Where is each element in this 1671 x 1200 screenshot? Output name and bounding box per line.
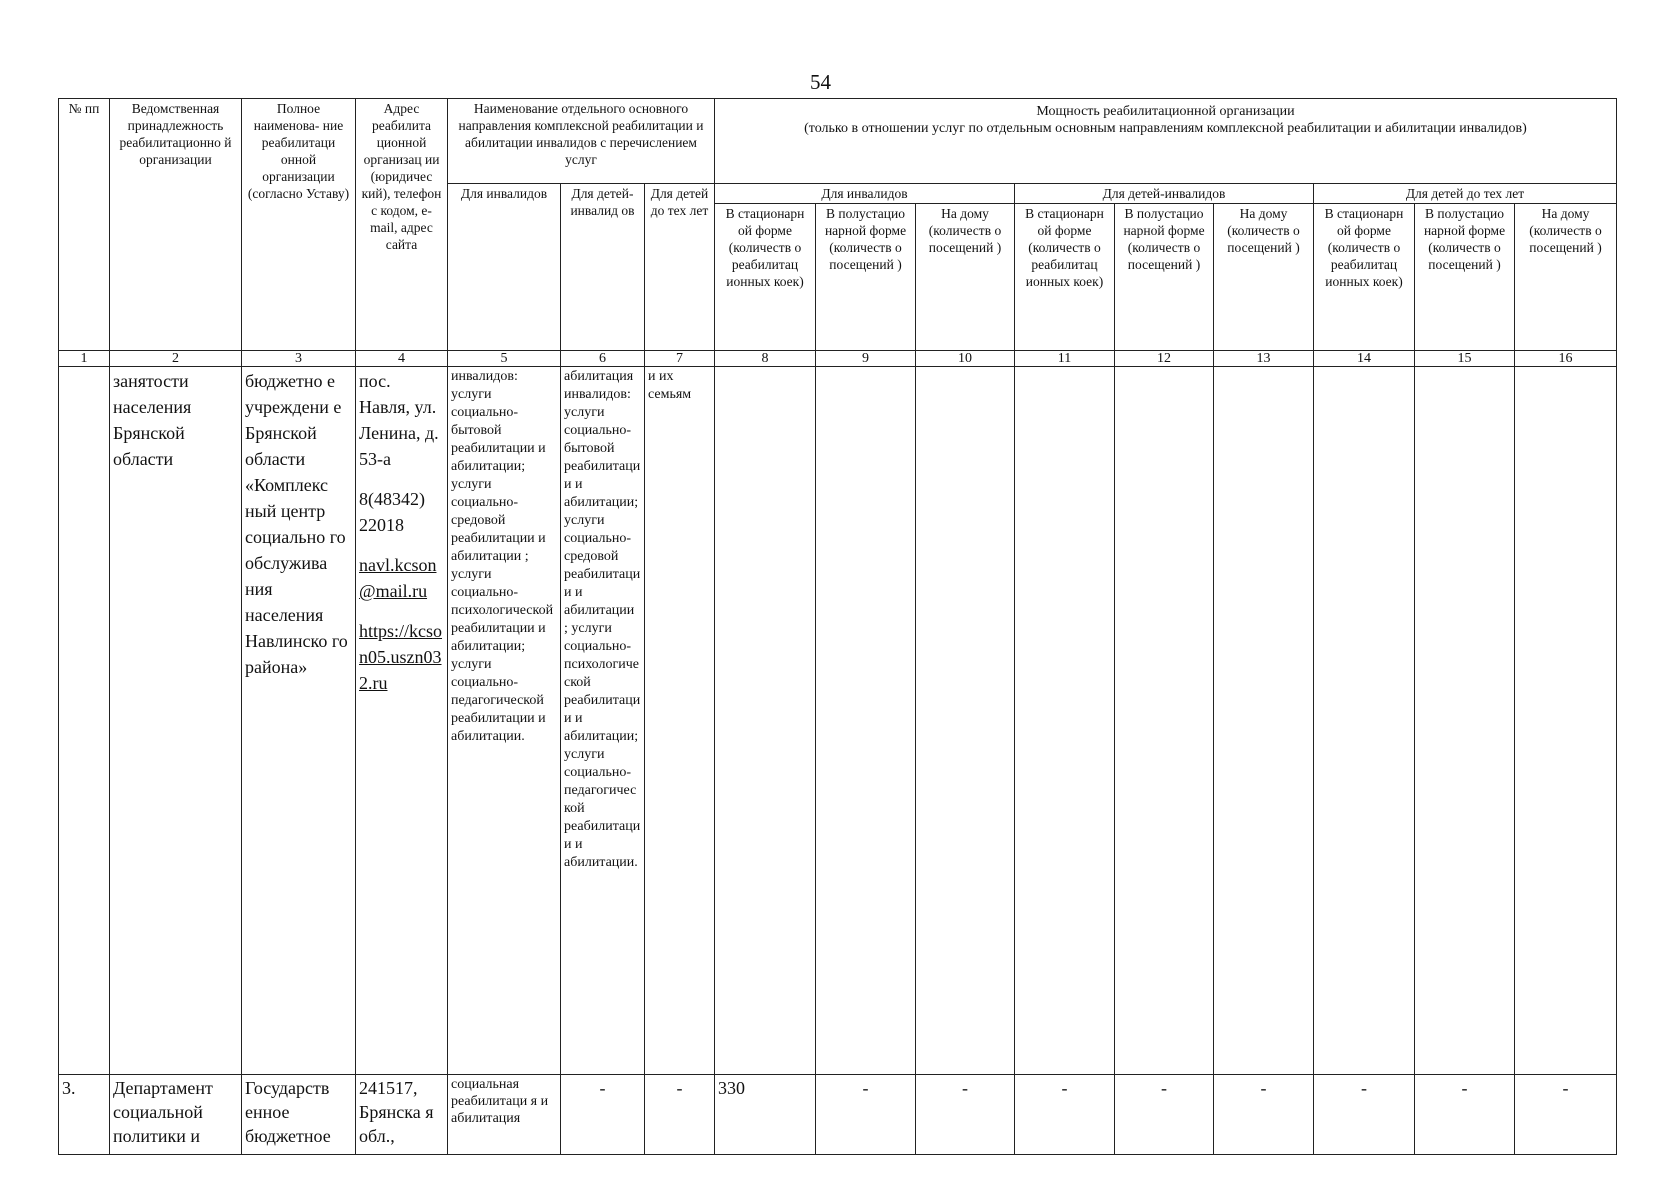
capacity-value: - <box>1415 1075 1515 1155</box>
rehab-organizations-table <box>58 98 1617 1155</box>
group-children: Для детей-инвалидов <box>1015 184 1314 204</box>
capacity-cell <box>1515 367 1617 1075</box>
form-stationary: В стационарн ой форме (количеств о реабилитац ионных коек) <box>1015 204 1115 351</box>
capacity-value: - <box>816 1075 916 1155</box>
capacity-cell <box>715 367 816 1075</box>
group-young: Для детей до тех лет <box>1314 184 1617 204</box>
row-affiliation: Департамент социальной политики и <box>110 1075 242 1155</box>
column-number: 15 <box>1415 351 1515 367</box>
column-number: 10 <box>916 351 1015 367</box>
subheader-direction-young: Для детей до тех лет <box>645 184 715 351</box>
form-semistationary: В полустацио нарной форме (количеств о посещений ) <box>816 204 916 351</box>
capacity-value: - <box>916 1075 1015 1155</box>
capacity-value: - <box>1515 1075 1617 1155</box>
table-row <box>59 1075 1617 1155</box>
group-disabled: Для инвалидов <box>715 184 1015 204</box>
capacity-cell <box>916 367 1015 1075</box>
column-number: 6 <box>561 351 645 367</box>
column-number: 11 <box>1015 351 1115 367</box>
row-services-young: - <box>645 1075 715 1155</box>
form-home: На дому (количеств о посещений ) <box>1214 204 1314 351</box>
column-number: 3 <box>242 351 356 367</box>
subheader-direction-children: Для детей-инвалид ов <box>561 184 645 351</box>
capacity-title: Мощность реабилитационной организации <box>1036 104 1295 119</box>
row-num <box>59 367 110 1075</box>
column-number: 5 <box>448 351 561 367</box>
form-semistationary: В полустацио нарной форме (количеств о посещений ) <box>1115 204 1214 351</box>
header-affiliation: Ведомственная принадлежность реабилитационно й организации <box>110 99 242 351</box>
row-address: 241517, Брянска я обл., <box>356 1075 448 1155</box>
row-services-disabled: инвалидов: услуги социально-бытовой реабилитации и абилитации; услуги социально-средовой реабилитации и абилитации ; услуги социально-психологической реабилитации и абилитации; услуги социально-педагогической реабилитации и абилитации. <box>448 367 561 1075</box>
form-stationary: В стационарн ой форме (количеств о реабилитац ионных коек) <box>1314 204 1415 351</box>
capacity-subtitle: (только в отношении услуг по отдельным основным направлениям комплексной реабилитации и абилитации инвалидов) <box>804 121 1527 136</box>
capacity-value: - <box>1115 1075 1214 1155</box>
column-number: 9 <box>816 351 916 367</box>
column-number: 12 <box>1115 351 1214 367</box>
column-number: 13 <box>1214 351 1314 367</box>
capacity-cell <box>1115 367 1214 1075</box>
capacity-cell <box>1415 367 1515 1075</box>
header-capacity <box>715 99 1617 184</box>
column-number: 7 <box>645 351 715 367</box>
header-fullname: Полное наименова- ние реабилитаци онной организации (согласно Уставу) <box>242 99 356 351</box>
header-address: Адрес реабилита ционной организац ии (юридичес кий), телефон с кодом, e-mail, адрес сайта <box>356 99 448 351</box>
row-services-children: абилитация инвалидов: услуги социально-бытовой реабилитации и абилитации; услуги социально-средовой реабилитации и абилитации ; услуги социально-психологической реабилитации и абилитации; услуги социально-педагогической реабилитации и абилитации. <box>561 367 645 1075</box>
phone-text: 8(48342) 22018 <box>359 489 425 535</box>
row-fullname: бюджетно е учреждени е Брянской области «Комплекс ный центр социально го обслужива ния населения Навлинско го района» <box>242 367 356 1075</box>
form-home: На дому (количеств о посещений ) <box>916 204 1015 351</box>
header-direction: Наименование отдельного основного направления комплексной реабилитации и абилитации инвалидов с перечислением услуг <box>448 99 715 184</box>
row-services-young: и их семьям <box>645 367 715 1075</box>
row-num: 3. <box>59 1075 110 1155</box>
row-address <box>356 367 448 1075</box>
table-row <box>59 367 1617 1075</box>
column-number: 14 <box>1314 351 1415 367</box>
header-num: № пп <box>59 99 110 351</box>
email-link[interactable]: navl.kcson@mail.ru <box>359 555 437 601</box>
form-stationary: В стационарн ой форме (количеств о реабилитац ионных коек) <box>715 204 816 351</box>
capacity-value: - <box>1314 1075 1415 1155</box>
site-link[interactable]: https://kcson05.uszn032.ru <box>359 621 443 693</box>
capacity-value: - <box>1214 1075 1314 1155</box>
column-number: 16 <box>1515 351 1617 367</box>
row-services-disabled: социальная реабилитаци я и абилитация <box>448 1075 561 1155</box>
column-number: 4 <box>356 351 448 367</box>
form-semistationary: В полустацио нарной форме (количеств о посещений ) <box>1415 204 1515 351</box>
page-number: 54 <box>810 70 831 94</box>
row-affiliation: занятости населения Брянской области <box>110 367 242 1075</box>
capacity-cell <box>1214 367 1314 1075</box>
row-services-children: - <box>561 1075 645 1155</box>
subheader-direction-disabled: Для инвалидов <box>448 184 561 351</box>
form-home: На дому (количеств о посещений ) <box>1515 204 1617 351</box>
capacity-value: - <box>1015 1075 1115 1155</box>
column-number: 1 <box>59 351 110 367</box>
column-number: 2 <box>110 351 242 367</box>
row-fullname: Государств енное бюджетное <box>242 1075 356 1155</box>
capacity-cell <box>816 367 916 1075</box>
capacity-cell <box>1015 367 1115 1075</box>
capacity-value: 330 <box>715 1075 816 1155</box>
capacity-cell <box>1314 367 1415 1075</box>
address-text: пос. Навля, ул. Ленина, д. 53-а <box>359 371 439 469</box>
column-number: 8 <box>715 351 816 367</box>
